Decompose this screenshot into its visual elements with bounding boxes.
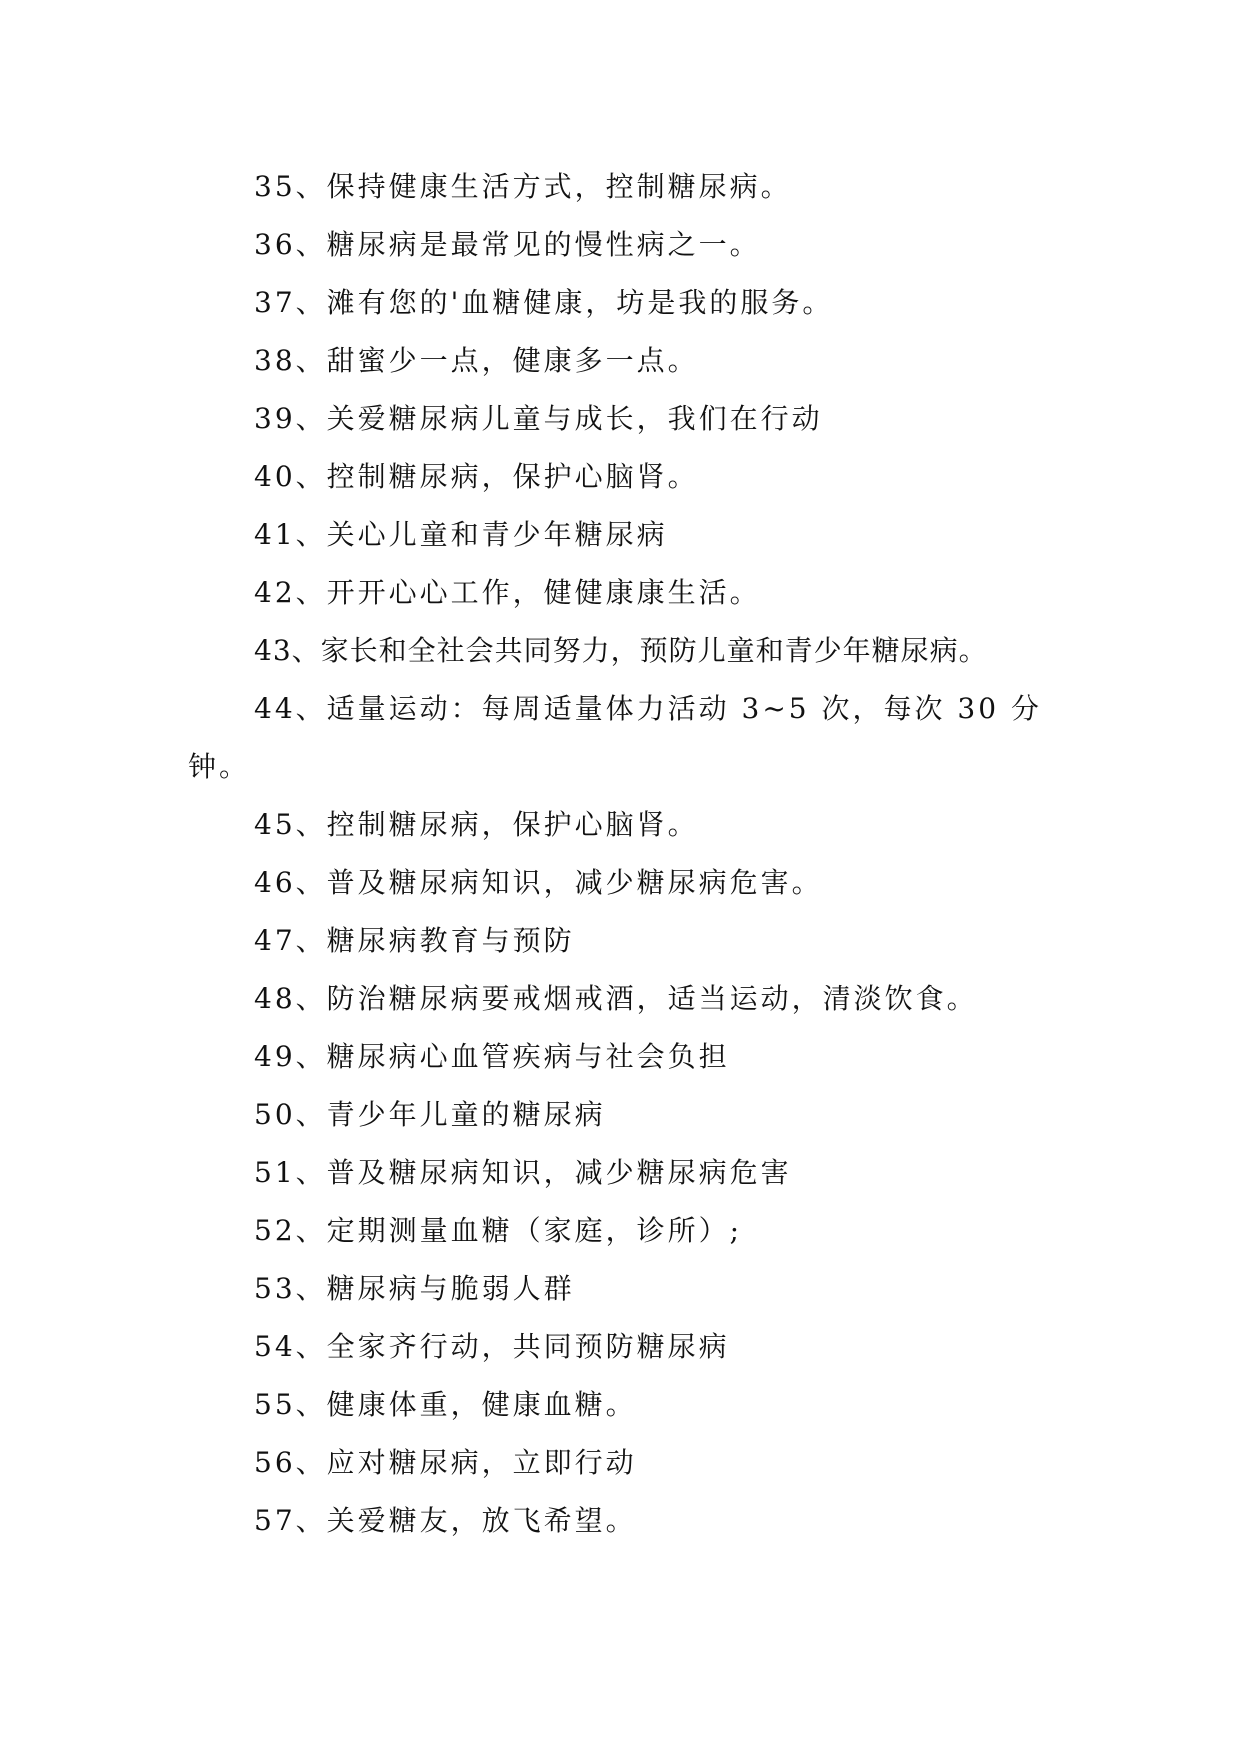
list-item: 41、关心儿童和青少年糖尿病 — [254, 518, 668, 551]
list-item-continuation: 钟。 — [188, 750, 251, 783]
list-item: 42、开开心心工作，健健康康生活。 — [254, 576, 761, 609]
list-item: 47、糖尿病教育与预防 — [254, 924, 575, 957]
list-item: 56、应对糖尿病，立即行动 — [254, 1446, 637, 1479]
list-item: 46、普及糖尿病知识，减少糖尿病危害。 — [254, 866, 823, 899]
list-item: 51、普及糖尿病知识，减少糖尿病危害 — [254, 1156, 792, 1189]
list-item: 57、关爱糖友，放飞希望。 — [254, 1504, 637, 1537]
list-item: 49、糖尿病心血管疾病与社会负担 — [254, 1040, 730, 1073]
list-item: 52、定期测量血糖（家庭，诊所）; — [254, 1214, 743, 1247]
list-item: 50、青少年儿童的糖尿病 — [254, 1098, 606, 1131]
list-item: 40、控制糖尿病，保护心脑肾。 — [254, 460, 699, 493]
list-item: 54、全家齐行动，共同预防糖尿病 — [254, 1330, 730, 1363]
list-item: 39、关爱糖尿病儿童与成长，我们在行动 — [254, 402, 823, 435]
list-item: 38、甜蜜少一点，健康多一点。 — [254, 344, 699, 377]
list-item: 48、防治糖尿病要戒烟戒酒，适当运动，清淡饮食。 — [254, 982, 978, 1015]
list-item: 45、控制糖尿病，保护心脑肾。 — [254, 808, 699, 841]
list-item: 36、糖尿病是最常见的慢性病之一。 — [254, 228, 761, 261]
list-item: 35、保持健康生活方式，控制糖尿病。 — [254, 170, 792, 203]
list-item: 55、健康体重，健康血糖。 — [254, 1388, 637, 1421]
list-item: 44、适量运动：每周适量体力活动 3~5 次，每次 30 分 — [254, 692, 1042, 725]
list-item: 53、糖尿病与脆弱人群 — [254, 1272, 575, 1305]
slogan-list — [188, 158, 1068, 1550]
list-item: 37、滩有您的'血糖健康，坊是我的服务。 — [254, 286, 834, 319]
list-item: 43、家长和全社会共同努力，预防儿童和青少年糖尿病。 — [254, 634, 988, 667]
